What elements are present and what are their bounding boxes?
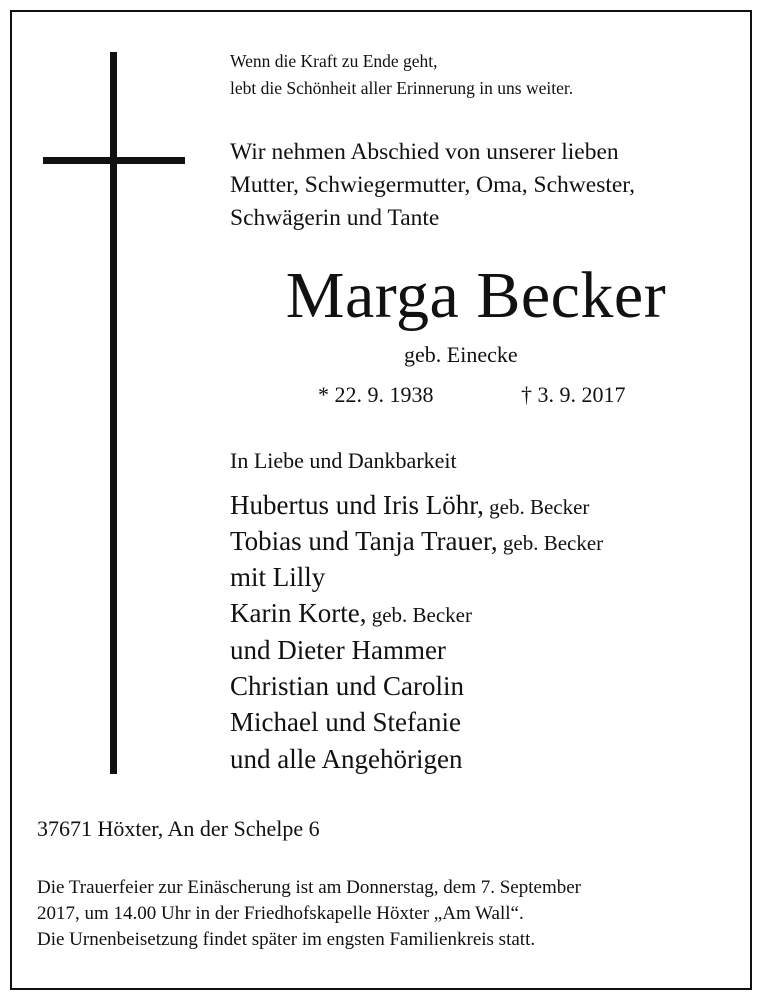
service-line: Die Urnenbeisetzung findet später im engsten Familienkreis statt. <box>37 929 536 950</box>
mourner-name: Karin Korte, <box>230 598 367 628</box>
mourner-name: Michael und Stefanie <box>230 707 461 737</box>
mourner-line <box>230 632 446 670</box>
intro-line: Mutter, Schwiegermutter, Oma, Schwester, <box>230 172 636 198</box>
mourner-line <box>230 487 589 525</box>
quote-line: Wenn die Kraft zu Ende geht, <box>230 51 438 71</box>
mourner-line <box>230 559 325 597</box>
death-date: † 3. 9. 2017 <box>521 382 626 407</box>
mourner-note: geb. Becker <box>366 603 472 627</box>
birth-date: * 22. 9. 1938 <box>318 382 434 407</box>
cross-horizontal-bar <box>43 157 185 164</box>
mourners-heading: In Liebe und Dankbarkeit <box>230 448 457 473</box>
mourner-line <box>230 704 461 742</box>
service-line: 2017, um 14.00 Uhr in der Friedhofskapelle Höxter „Am Wall“. <box>37 903 524 924</box>
mourner-note: geb. Becker <box>483 495 590 519</box>
mourner-name: Christian und Carolin <box>230 671 464 701</box>
mourner-line <box>230 595 472 633</box>
mourner-name: Tobias und Tanja Trauer, <box>230 526 498 556</box>
mourner-note: geb. Becker <box>497 531 604 555</box>
maiden-name: geb. Einecke <box>404 342 518 367</box>
mourner-name: mit Lilly <box>230 562 326 592</box>
intro-line: Wir nehmen Abschied von unserer lieben <box>230 139 619 165</box>
deceased-name: Marga Becker <box>285 259 667 332</box>
mourner-line <box>230 741 462 779</box>
mourner-name: und alle Angehörigen <box>230 744 463 774</box>
mourner-name: Hubertus und Iris Löhr, <box>230 490 484 520</box>
service-line: Die Trauerfeier zur Einäscherung ist am Donnerstag, dem 7. September <box>37 877 581 898</box>
mourner-line <box>230 668 464 706</box>
quote-line: lebt die Schönheit aller Erinnerung in uns weiter. <box>230 78 574 98</box>
mourner-name: und Dieter Hammer <box>230 635 446 665</box>
mourner-line <box>230 523 603 561</box>
intro-line: Schwägerin und Tante <box>230 205 440 231</box>
address: 37671 Höxter, An der Schelpe 6 <box>37 816 320 841</box>
